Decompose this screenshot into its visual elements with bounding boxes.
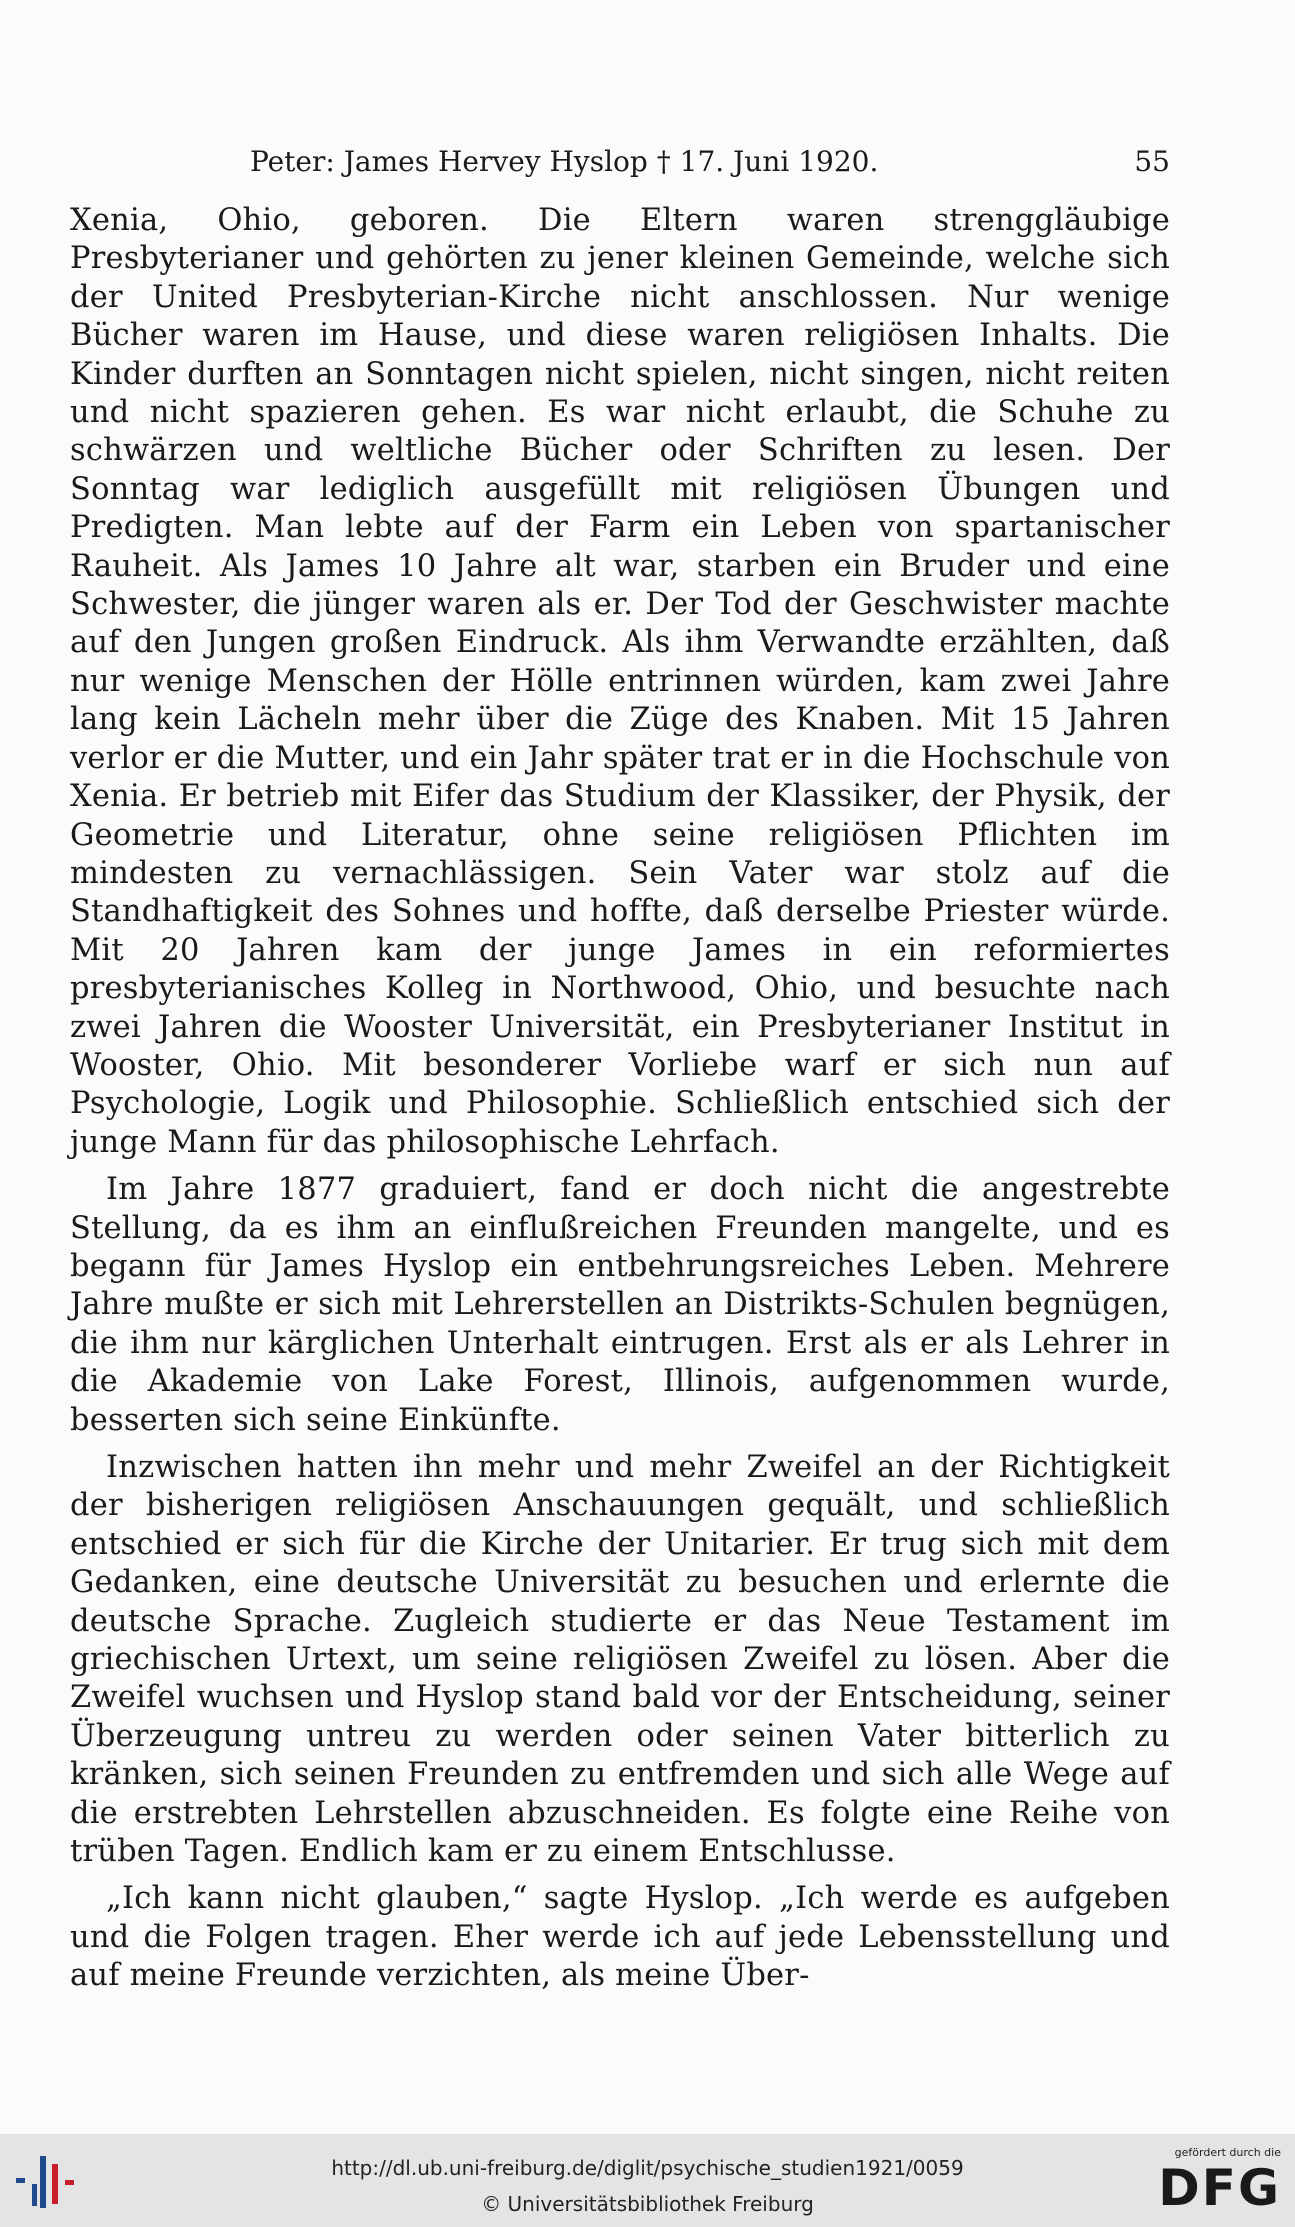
dfg-caption: gefördert durch die	[1174, 2146, 1281, 2159]
paragraph-3: Inzwischen hatten ihn mehr und mehr Zweifel an der Richtigkeit der bisherigen religiösen Anschauungen gequält, und schließlich entschied er sich für die Kirche der Unitarier. Er trug sich mit dem Gedanken, eine deutsche Universität zu besuchen und erlernte die deutsche Sprache. Zugleich studierte er das Neue Testament im griechischen Urtext, um seine religiösen Zweifel zu lösen. Aber die Zweifel wuchsen und Hyslop stand bald vor der Entscheidung, seiner Überzeugung untreu zu werden oder seinen Vater bitterlich zu kränken, sich seinen Freunden zu entfremden und sich alle Wege auf die erstrebten Lehrstellen abzuschneiden. Es folgte eine Reihe von trüben Tagen. Endlich kam er zu einem Entschlusse.	[70, 1450, 1170, 1870]
footer-bar	[0, 2134, 1295, 2227]
paragraph-2: Im Jahre 1877 graduiert, fand er doch nicht die angestrebte Stellung, da es ihm an einflußreichen Freunden mangelte, und es begann für James Hyslop ein entbehrungsreiches Leben. Mehrere Jahre mußte er sich mit Lehrerstellen an Distrikts-Schulen begnügen, die ihm nur kärglichen Unterhalt eintrugen. Erst als er als Lehrer in die Akademie von Lake Forest, Illinois, aufgenommen wurde, besserten sich seine Einkünfte.	[70, 1172, 1170, 1438]
running-title: Peter: James Hervey Hyslop † 17. Juni 1920.	[250, 145, 879, 178]
footer-url-link[interactable]: http://dl.ub.uni-freiburg.de/diglit/psychische_studien1921/0059	[331, 2156, 964, 2180]
running-head	[70, 142, 1170, 182]
body-text	[70, 202, 1170, 2005]
page-number: 55	[1134, 145, 1170, 178]
footer-copyright: © Universitätsbibliothek Freiburg	[481, 2192, 814, 2216]
dfg-sponsor	[1149, 2146, 1281, 2218]
paragraph-4: „Ich kann nicht glauben,“ sagte Hyslop. „Ich werde es aufgeben und die Folgen tragen. Eher werde ich auf jede Lebensstellung und auf meine Freunde verzichten, als meine Über-	[70, 1881, 1170, 1994]
dfg-logo-icon: DFG	[1158, 2159, 1281, 2217]
paragraph-1: Xenia, Ohio, geboren. Die Eltern waren strenggläubige Presbyterianer und gehörten zu jener kleinen Gemeinde, welche sich der United Presbyterian-Kirche nicht anschlossen. Nur wenige Bücher waren im Hause, und diese waren religiösen Inhalts. Die Kinder durften an Sonntagen nicht spielen, nicht singen, nicht reiten und nicht spazieren gehen. Es war nicht erlaubt, die Schuhe zu schwärzen und weltliche Bücher oder Schriften zu lesen. Der Sonntag war lediglich ausgefüllt mit religiösen Übungen und Predigten. Man lebte auf der Farm ein Leben von spartanischer Rauheit. Als James 10 Jahre alt war, starben ein Bruder und eine Schwester, die jünger waren als er. Der Tod der Geschwister machte auf den Jungen großen Eindruck. Als ihm Verwandte erzählten, daß nur wenige Menschen der Hölle entrinnen würden, kam zwei Jahre lang kein Lächeln mehr über die Züge des Knaben. Mit 15 Jahren verlor er die Mutter, und ein Jahr später trat er in die Hochschule von Xenia. Er betrieb mit Eifer das Studium der Klassiker, der Physik, der Geometrie und Literatur, ohne seine religiösen Pflichten im mindesten zu vernachlässigen. Sein Vater war stolz auf die Standhaftigkeit des Sohnes und hoffte, daß derselbe Priester würde. Mit 20 Jahren kam der junge James in ein reformiertes presbyterianisches Kolleg in Northwood, Ohio, und besuchte nach zwei Jahren die Wooster Universität, ein Presbyterianer Institut in Wooster, Ohio. Mit besonderer Vorliebe warf er sich nun auf Psychologie, Logik und Philosophie. Schließlich entschied sich der junge Mann für das philosophische Lehrfach.	[70, 203, 1170, 1160]
